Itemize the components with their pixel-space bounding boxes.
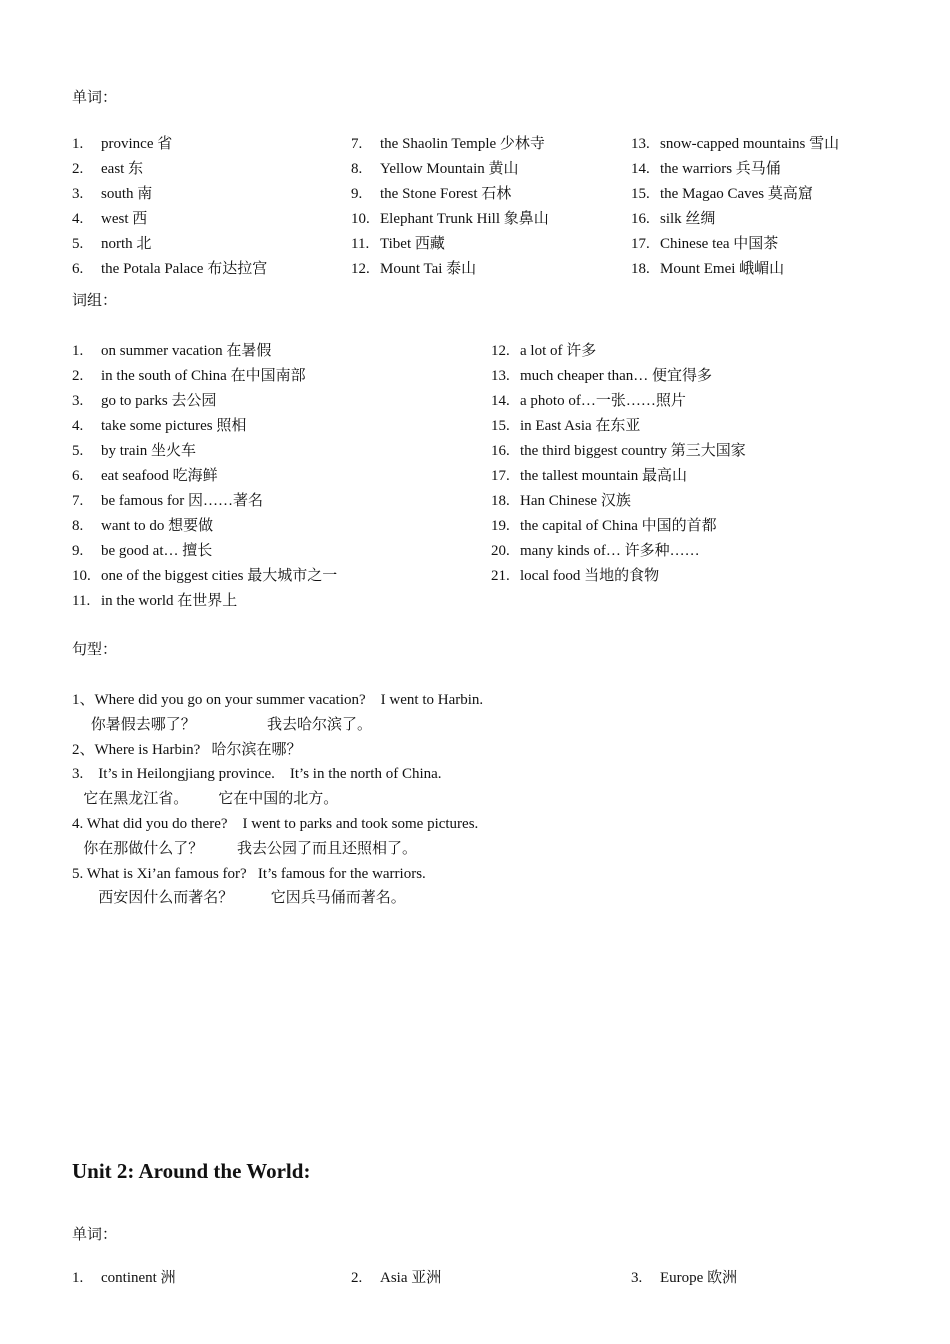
phrase-item [491, 414, 640, 439]
item-number: 1. [72, 1270, 84, 1286]
word-item [351, 132, 545, 157]
item-text: Tibet 西藏 [380, 236, 445, 252]
item-number: 18. [631, 261, 650, 277]
item-number: 13. [491, 368, 510, 384]
item-text: Han Chinese 汉族 [520, 493, 631, 509]
word-item [72, 157, 143, 182]
item-text: Chinese tea 中国茶 [660, 236, 779, 252]
item-number: 18. [491, 493, 510, 509]
item-text: be famous for 因……著名 [101, 493, 264, 509]
word-item [351, 157, 519, 182]
sentences-heading: 句型： [72, 642, 118, 658]
item-number: 9. [351, 186, 363, 202]
item-text: in the world 在世界上 [101, 593, 238, 609]
phrase-item [491, 514, 717, 539]
item-number: 14. [631, 161, 650, 177]
item-text: north 北 [101, 236, 152, 252]
item-number: 2. [72, 161, 84, 177]
item-text: by train 坐火车 [101, 443, 196, 459]
phrase-item [72, 514, 213, 539]
item-number: 20. [491, 543, 510, 559]
item-text: east 东 [101, 161, 144, 177]
item-number: 5. [72, 443, 84, 459]
item-number: 10. [351, 211, 370, 227]
item-text: the Stone Forest 石林 [380, 186, 512, 202]
item-number: 5. [72, 236, 84, 252]
unit2-title: Unit 2: Around the World: [72, 1159, 311, 1183]
item-number: 7. [351, 136, 363, 152]
sentence-line: 你在那做什么了？ 我去公园了而且还照相了。 [72, 840, 418, 857]
word-item [72, 132, 172, 157]
item-text: be good at… 擅长 [101, 543, 213, 559]
phrase-item [491, 489, 631, 514]
item-text: Yellow Mountain 黄山 [380, 161, 519, 177]
phrase-item [491, 539, 700, 564]
item-text: on summer vacation 在暑假 [101, 343, 272, 359]
item-text: the Potala Palace 布达拉宫 [101, 261, 268, 277]
phrases-heading: 词组： [72, 293, 118, 309]
item-text: the Shaolin Temple 少林寺 [380, 136, 545, 152]
item-number: 8. [351, 161, 363, 177]
word-item [631, 232, 778, 257]
item-number: 9. [72, 543, 84, 559]
word-item [351, 257, 476, 282]
item-number: 16. [491, 443, 510, 459]
item-text: go to parks 去公园 [101, 393, 217, 409]
unit2-words-heading: 单词： [72, 1227, 118, 1243]
phrase-item [72, 564, 337, 589]
item-text: silk 丝绸 [660, 211, 716, 227]
word-item [631, 257, 784, 282]
item-text: snow-capped mountains 雪山 [660, 136, 840, 152]
words-heading: 单词： [72, 90, 118, 106]
item-number: 4. [72, 418, 84, 434]
phrase-item [491, 439, 746, 464]
word-item [351, 232, 445, 257]
item-text: south 南 [101, 186, 153, 202]
sentence-line: 2、Where is Harbin? 哈尔滨在哪？ [72, 741, 302, 758]
item-text: province 省 [101, 136, 173, 152]
item-number: 2. [72, 368, 84, 384]
item-text: in East Asia 在东亚 [520, 418, 641, 434]
item-number: 7. [72, 493, 84, 509]
item-number: 3. [72, 186, 84, 202]
sentence-line: 你暑假去哪了？ 我去哈尔滨了。 [72, 716, 373, 733]
item-text: Mount Tai 泰山 [380, 261, 477, 277]
unit2-word-item [631, 1266, 737, 1291]
phrase-item [72, 339, 271, 364]
phrase-item [491, 564, 659, 589]
phrase-item [72, 364, 306, 389]
phrase-item [491, 389, 686, 414]
word-item [72, 207, 147, 232]
item-text: a lot of 许多 [520, 343, 597, 359]
word-item [631, 182, 813, 207]
item-text: eat seafood 吃海鲜 [101, 468, 218, 484]
item-number: 4. [72, 211, 84, 227]
sentence-line: 1、Where did you go on your summer vacation? I went to Harbin. [72, 692, 484, 708]
unit2-word-item [351, 1266, 441, 1291]
sentence-line: 4. What did you do there? I went to parks and took some pictures. [72, 816, 479, 832]
sentence-line: 它在黑龙江省。 它在中国的北方。 [72, 791, 339, 808]
word-item [72, 232, 151, 257]
word-item [351, 207, 549, 232]
item-text: take some pictures 照相 [101, 418, 247, 434]
item-text: the Magao Caves 莫高窟 [660, 186, 813, 202]
phrase-item [72, 414, 246, 439]
item-text: in the south of China 在中国南部 [101, 368, 306, 384]
item-number: 16. [631, 211, 650, 227]
item-text: one of the biggest cities 最大城市之一 [101, 568, 338, 584]
item-text: want to do 想要做 [101, 518, 214, 534]
phrase-item [72, 589, 237, 614]
unit2-word-item [72, 1266, 176, 1291]
item-number: 1. [72, 136, 84, 152]
phrase-item [491, 464, 687, 489]
item-text: a photo of…一张……照片 [520, 393, 686, 409]
sentence-line: 3. It’s in Heilongjiang province. It’s in the north of China. [72, 766, 442, 783]
word-item [631, 132, 839, 157]
item-number: 12. [351, 261, 370, 277]
item-number: 13. [631, 136, 650, 152]
item-text: the warriors 兵马俑 [660, 161, 781, 177]
sentence-line: 西安因什么而著名？ 它因兵马俑而著名。 [72, 890, 406, 907]
word-item [72, 182, 152, 207]
item-number: 3. [72, 393, 84, 409]
item-number: 21. [491, 568, 510, 584]
word-item [351, 182, 511, 207]
sentence-line: 5. What is Xi’an famous for? It’s famous for the warriors. [72, 865, 426, 882]
item-text: Mount Emei 峨嵋山 [660, 261, 785, 277]
item-number: 8. [72, 518, 84, 534]
word-item [631, 207, 715, 232]
phrase-item [72, 439, 196, 464]
item-number: 6. [72, 468, 84, 484]
item-number: 15. [491, 418, 510, 434]
item-number: 2. [351, 1270, 363, 1286]
item-number: 17. [491, 468, 510, 484]
phrase-item [491, 364, 712, 389]
item-number: 15. [631, 186, 650, 202]
word-item [631, 157, 781, 182]
item-number: 1. [72, 343, 84, 359]
item-text: the third biggest country 第三大国家 [520, 443, 746, 459]
phrase-item [72, 389, 216, 414]
item-number: 6. [72, 261, 84, 277]
item-number: 17. [631, 236, 650, 252]
phrase-item [72, 464, 218, 489]
item-text: many kinds of… 许多种…… [520, 543, 700, 559]
item-number: 3. [631, 1270, 643, 1286]
item-number: 12. [491, 343, 510, 359]
item-text: Elephant Trunk Hill 象鼻山 [380, 211, 549, 227]
item-text: local food 当地的食物 [520, 568, 660, 584]
item-text: Asia 亚洲 [380, 1270, 442, 1286]
item-text: the capital of China 中国的首都 [520, 518, 717, 534]
item-text: west 西 [101, 211, 148, 227]
item-number: 14. [491, 393, 510, 409]
phrase-item [491, 339, 596, 364]
item-text: continent 洲 [101, 1270, 176, 1286]
phrase-item [72, 489, 263, 514]
word-item [72, 257, 267, 282]
phrase-item [72, 539, 212, 564]
item-number: 10. [72, 568, 91, 584]
item-number: 11. [72, 593, 91, 609]
item-number: 19. [491, 518, 510, 534]
item-text: the tallest mountain 最高山 [520, 468, 688, 484]
item-text: much cheaper than… 便宜得多 [520, 368, 713, 384]
item-text: Europe 欧洲 [660, 1270, 738, 1286]
item-number: 11. [351, 236, 370, 252]
